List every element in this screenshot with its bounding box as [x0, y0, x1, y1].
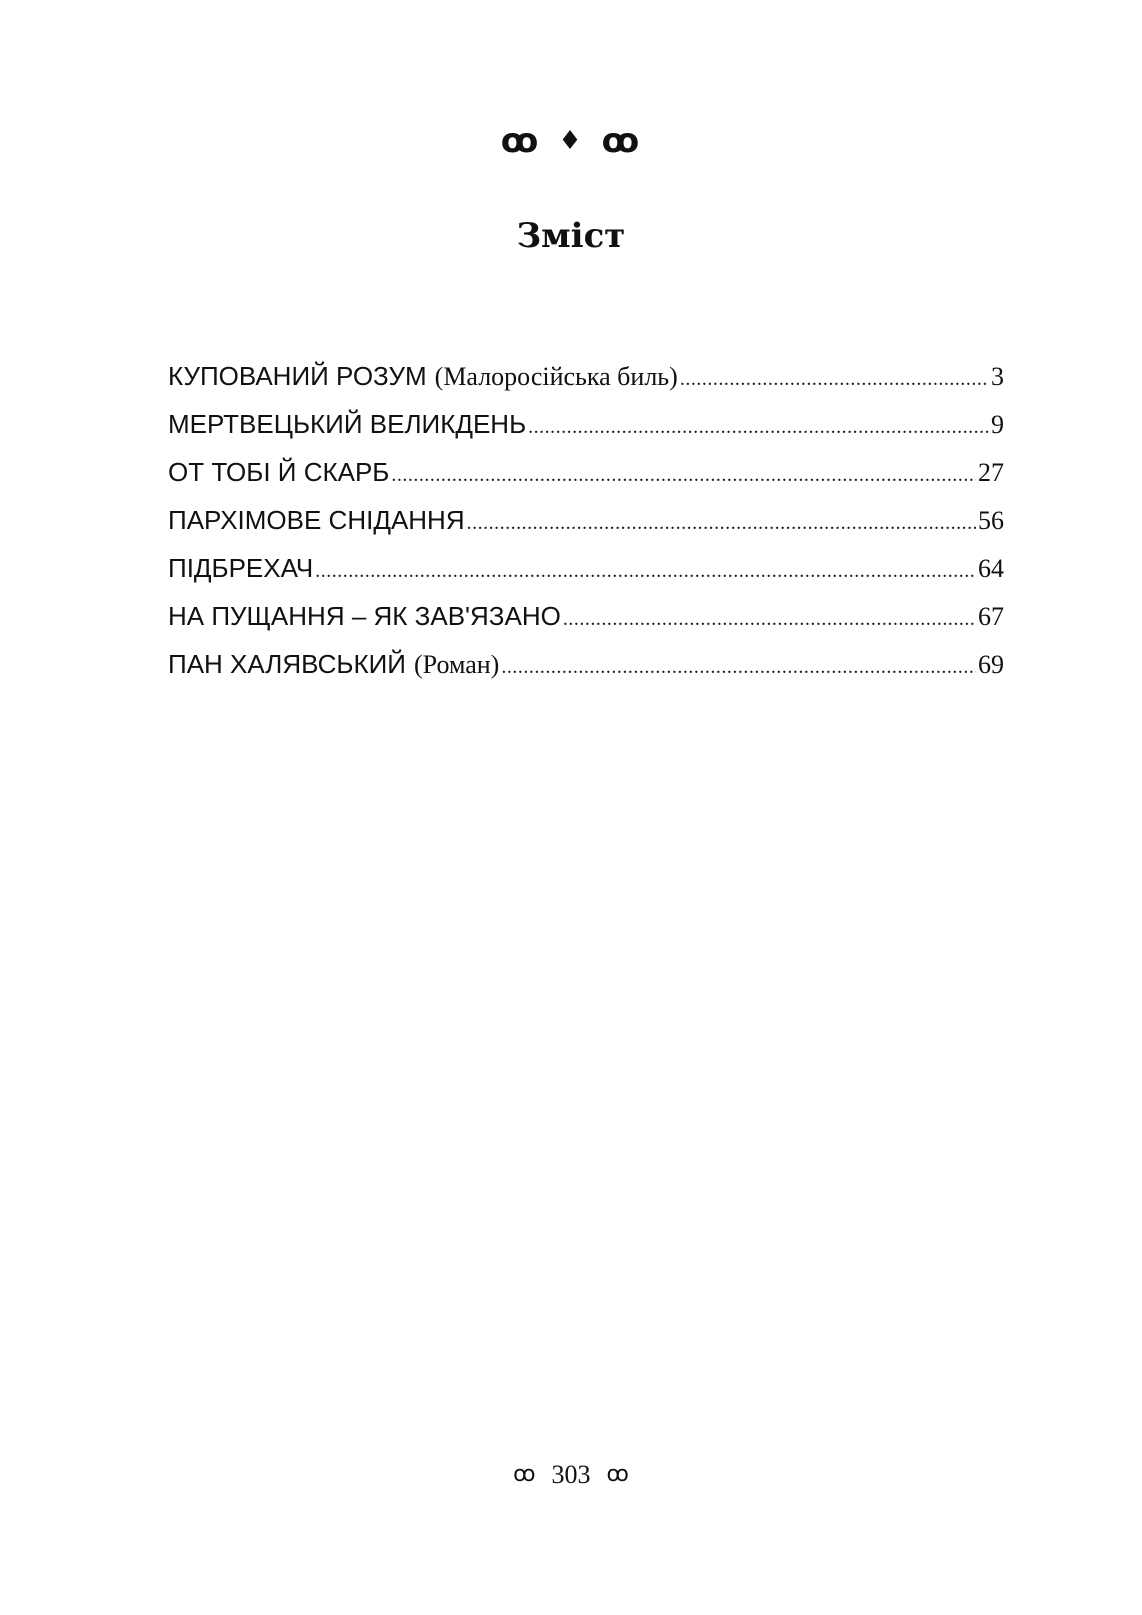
toc-entry-page-number: 3: [991, 362, 1004, 391]
ornament-left-icon: ꝏ: [500, 120, 541, 161]
toc-entry-title: ПІДБРЕХАЧ: [168, 553, 314, 583]
page-title: Зміст: [516, 216, 626, 256]
toc-entry-subtitle: (Малоросійська биль): [434, 362, 678, 391]
dot-leader: [501, 643, 976, 691]
table-of-contents: [168, 352, 1004, 688]
footer-ornament-right-icon: ꝏ: [606, 1462, 629, 1488]
toc-entry-subtitle: (Роман): [413, 650, 500, 679]
dot-leader: [391, 451, 976, 499]
toc-entry-page-number: 67: [978, 602, 1004, 631]
toc-entry-title: МЕРТВЕЦЬКИЙ ВЕЛИКДЕНЬ: [168, 409, 527, 439]
toc-entry[interactable]: [168, 448, 1004, 496]
toc-entry-title: НА ПУЩАННЯ – ЯК ЗАВ'ЯЗАНО: [168, 601, 561, 631]
toc-entry-title: ПАРХІМОВЕ СНІДАННЯ: [168, 505, 465, 535]
toc-entry-page-number: 56: [978, 506, 1004, 535]
dot-leader: [315, 547, 976, 595]
diamond-icon: ♦: [558, 125, 584, 156]
toc-entry-page-number: 64: [978, 554, 1004, 583]
footer-ornament-left-icon: ꝏ: [513, 1462, 536, 1488]
toc-entry-title: КУПОВАНИЙ РОЗУМ: [168, 361, 427, 391]
top-ornament: [0, 120, 1142, 161]
toc-entry-page-number: 69: [978, 650, 1004, 679]
toc-entry-title: ОТ ТОБІ Й СКАРБ: [168, 457, 390, 487]
dot-leader: [467, 499, 976, 547]
dot-leader: [563, 595, 976, 643]
toc-entry-page-number: 9: [991, 410, 1004, 439]
toc-entry[interactable]: [168, 544, 1004, 592]
toc-entry[interactable]: [168, 400, 1004, 448]
page-footer: [0, 1460, 1142, 1488]
dot-leader: [680, 355, 989, 403]
toc-entry[interactable]: [168, 496, 1004, 544]
toc-entry[interactable]: [168, 592, 1004, 640]
ornament-right-icon: ꝏ: [601, 120, 642, 161]
toc-entry-page-number: 27: [978, 458, 1004, 487]
dot-leader: [528, 403, 989, 451]
toc-entry-title: ПАН ХАЛЯВСЬКИЙ: [168, 649, 406, 679]
toc-entry[interactable]: [168, 640, 1004, 688]
toc-entry[interactable]: [168, 352, 1004, 400]
page-number: 303: [551, 1460, 591, 1490]
